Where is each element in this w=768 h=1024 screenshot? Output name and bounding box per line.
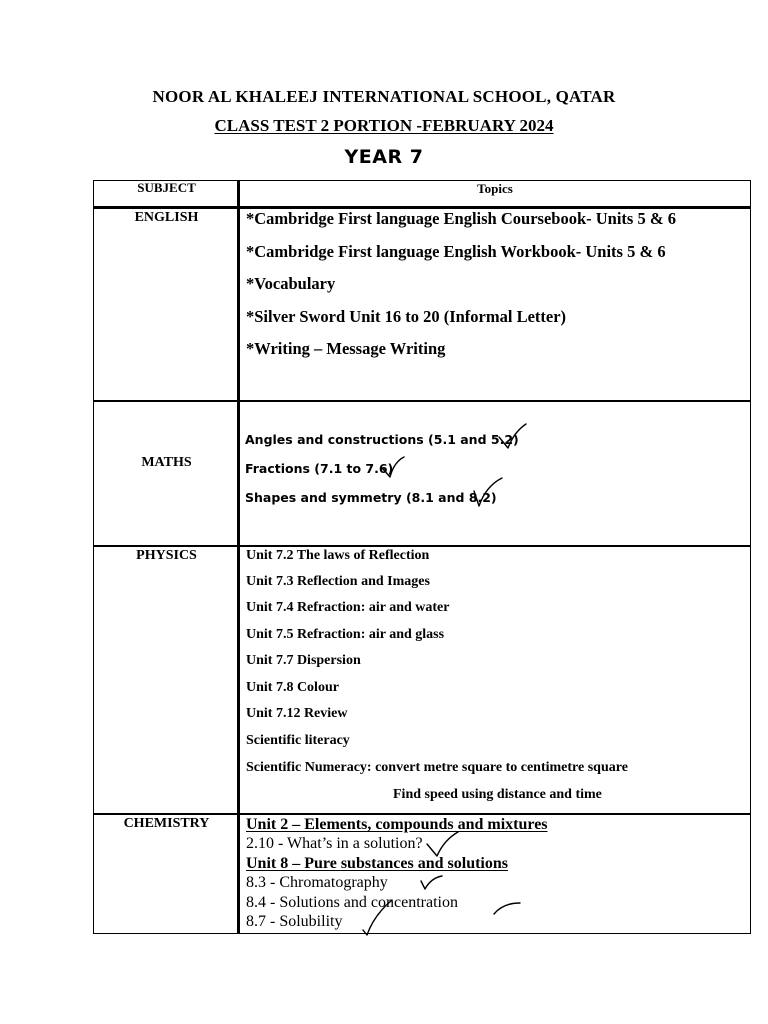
- physics-topic: Unit 7.3 Reflection and Images: [246, 574, 430, 589]
- subject-column-header: SUBJECT: [137, 180, 196, 195]
- chemistry-unit-heading: Unit 8 – Pure substances and solutions: [246, 855, 508, 872]
- subject-physics: PHYSICS: [136, 548, 197, 563]
- check-mark-icon: [421, 876, 442, 889]
- chemistry-topic: 8.4 - Solutions and concentration: [246, 894, 458, 911]
- physics-topic: Unit 7.12 Review: [246, 706, 348, 721]
- subject-chemistry: CHEMISTRY: [123, 816, 210, 831]
- subject-maths: MATHS: [141, 455, 192, 470]
- physics-topic: Unit 7.7 Dispersion: [246, 653, 361, 668]
- subject-english: ENGLISH: [134, 210, 199, 225]
- test-title-text: CLASS TEST 2 PORTION -FEBRUARY 2024: [214, 116, 554, 135]
- check-mark-icon: [494, 903, 520, 914]
- english-topic: *Silver Sword Unit 16 to 20 (Informal Letter): [246, 307, 567, 326]
- physics-topic: Scientific literacy: [246, 733, 350, 748]
- english-topic: *Cambridge First language English Workbook- Units 5 & 6: [246, 242, 666, 261]
- topics-column-header: Topics: [477, 181, 513, 196]
- physics-topic: Unit 7.8 Colour: [246, 680, 339, 695]
- english-topic: *Writing – Message Writing: [246, 339, 446, 358]
- maths-topic: Shapes and symmetry (8.1 and 8.2): [245, 490, 497, 505]
- chemistry-topic: 8.7 - Solubility: [246, 913, 343, 930]
- test-title: [0, 116, 768, 136]
- physics-topic: Find speed using distance and time: [393, 787, 602, 802]
- check-mark-icon: [427, 832, 458, 856]
- physics-topic: Scientific Numeracy: convert metre square to centimetre square: [246, 760, 628, 775]
- physics-topic: Unit 7.5 Refraction: air and glass: [246, 627, 445, 642]
- maths-topic: Fractions (7.1 to 7.6): [245, 461, 394, 476]
- english-topic: *Cambridge First language English Coursebook- Units 5 & 6: [246, 209, 676, 228]
- chemistry-unit-heading: Unit 2 – Elements, compounds and mixtures: [246, 816, 548, 833]
- physics-topic: Unit 7.4 Refraction: air and water: [246, 600, 450, 615]
- chemistry-topic: 8.3 - Chromatography: [246, 874, 388, 891]
- school-name: NOOR AL KHALEEJ INTERNATIONAL SCHOOL, QATAR: [152, 87, 616, 106]
- english-topic: *Vocabulary: [246, 274, 336, 293]
- chemistry-topic: 2.10 - What’s in a solution?: [246, 835, 423, 852]
- maths-topic: Angles and constructions (5.1 and 5.2): [245, 432, 519, 447]
- physics-topic: Unit 7.2 The laws of Reflection: [246, 548, 430, 563]
- year-heading: YEAR 7: [344, 146, 424, 168]
